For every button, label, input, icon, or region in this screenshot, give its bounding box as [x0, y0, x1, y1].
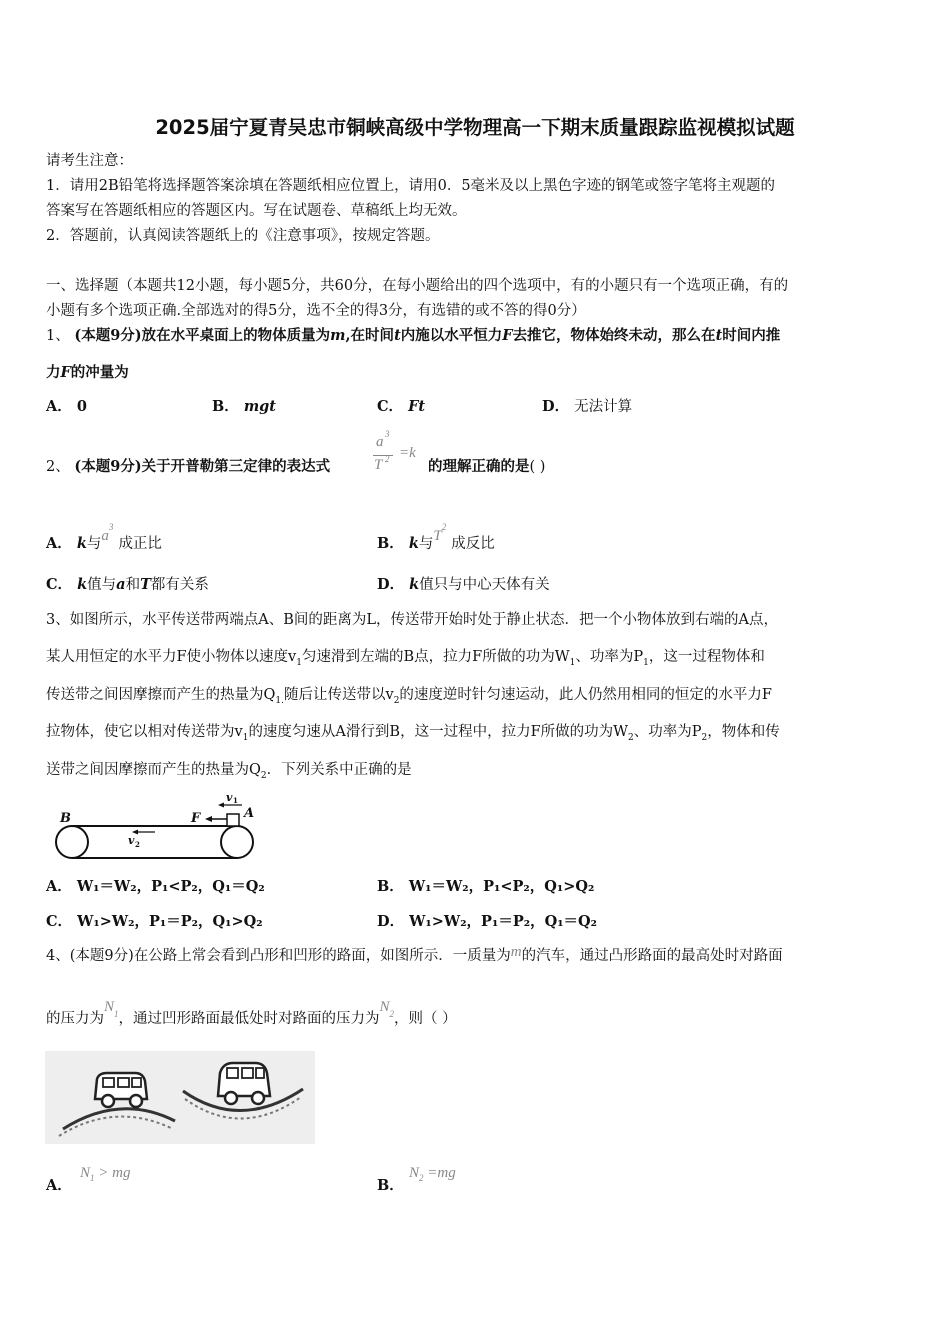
- q3-option-a[interactable]: [46, 877, 265, 897]
- q3-line-1: 3、如图所示，水平传送带两端点A、B间的距离为L，传送带开始时处于静止状态．把一个小物体放到右端的A点，: [46, 612, 778, 628]
- q1-option-a[interactable]: [46, 397, 87, 417]
- q1-option-c-label: C．: [377, 398, 404, 415]
- q3-line4a: 拉物体，使它以相对传送带为v: [46, 724, 243, 740]
- q2-option-d-label: D．: [377, 576, 405, 593]
- q1-num: 1、: [46, 328, 70, 344]
- q1-mid1: ,在时间: [345, 327, 395, 344]
- q3-line4-sub3: 2: [701, 732, 708, 743]
- label-a: A: [244, 806, 255, 821]
- formula-num-exp: 3: [385, 429, 390, 439]
- q2-option-d[interactable]: [377, 575, 550, 595]
- q3-line4d: ，物体和传: [707, 724, 780, 740]
- q2-option-c-a: a: [116, 576, 126, 593]
- q3-line5a: 送带之间因摩擦而产生的热量为Q: [46, 762, 261, 778]
- q2-answer-paren: ( ): [529, 459, 546, 475]
- q2-option-b-text: 成反比: [451, 535, 495, 552]
- q2-num: 2、: [46, 459, 70, 475]
- q3-line3-sub2: 2: [393, 695, 400, 706]
- q2-suffix: [428, 457, 545, 477]
- q3-option-a-text: W₁＝W₂，P₁<P₂，Q₁＝Q₂: [76, 878, 265, 895]
- q3-line-2: [46, 647, 765, 673]
- q4-option-b-rel: =mg: [423, 1165, 456, 1181]
- q2-option-a-exp: 3: [108, 522, 114, 532]
- q2-option-c-end: 都有关系: [150, 577, 209, 593]
- label-b: B: [60, 811, 71, 826]
- q3-line2b: 匀速滑到左端的B点，拉力F所做的功为W: [302, 649, 570, 665]
- q4-n1: N: [104, 999, 115, 1015]
- q4-line-2: [46, 999, 457, 1034]
- q2-option-c-a1: 值与: [87, 577, 117, 593]
- q3-option-b[interactable]: [377, 877, 594, 897]
- q1-end: 时间内推: [722, 327, 781, 344]
- q2-option-c[interactable]: [46, 575, 209, 595]
- q3-line3-sub: 1.: [275, 695, 284, 706]
- q4-option-a-sub: 1: [90, 1173, 95, 1183]
- q4-n1-sub: 1: [114, 1008, 119, 1019]
- q1-option-b-label: B．: [212, 398, 239, 415]
- q1-option-d-label: D．: [542, 398, 570, 415]
- q4-option-a-n: N: [80, 1165, 91, 1181]
- notice-heading: 请考生注意：: [46, 153, 133, 169]
- q3-line2d: ，这一过程物体和: [648, 649, 765, 665]
- notice-line-2: 2．答题前，认真阅读答题纸上的《注意事项》，按规定答题。: [46, 228, 440, 244]
- q3-option-d-text: W₁>W₂，P₁＝P₂，Q₁＝Q₂: [409, 913, 598, 930]
- q1-m: m: [330, 327, 346, 344]
- q2-option-a-sym: a: [101, 527, 109, 544]
- label-f: F: [191, 811, 201, 826]
- q1-F2: F: [60, 364, 71, 381]
- q4-option-b-formula[interactable]: [409, 1163, 456, 1188]
- q3-line4-sub2: 2: [628, 732, 634, 743]
- label-v1-sub: 1: [233, 796, 238, 805]
- q2-line-1: [46, 457, 330, 477]
- q1-t: t: [394, 327, 401, 344]
- q2-option-b-label: B．: [377, 534, 404, 552]
- q4-line2c: ，则（ ）: [394, 1011, 457, 1027]
- q2-prefix: (本题9分)关于开普勒第三定律的表达式: [74, 458, 331, 475]
- label-v2: v: [128, 834, 135, 847]
- q1-option-c[interactable]: [377, 397, 425, 417]
- q3-line4b: 的速度匀速从A滑行到B，这一过程中，拉力F所做的功为W: [248, 724, 629, 740]
- q1-line2a: 力: [46, 364, 61, 381]
- q2-option-c-and: 和: [125, 577, 141, 593]
- q4-line1b: 的汽车，通过凸形路面的最高处时对路面: [521, 948, 783, 964]
- q3-option-c-text: W₁>W₂，P₁＝P₂，Q₁>Q₂: [77, 913, 263, 930]
- left-pulley: [56, 826, 88, 858]
- q1-line-1: [46, 326, 780, 346]
- q1-option-a-label: A．: [46, 398, 72, 415]
- q4-option-b-label: B．: [377, 1177, 404, 1194]
- q4-option-b-n: N: [409, 1165, 420, 1181]
- q4-line2a: 的压力为: [46, 1011, 104, 1027]
- q2-option-a-k: k: [76, 534, 87, 552]
- q2-option-b-exp: 2: [441, 522, 447, 532]
- q4-option-a-label: A．: [46, 1177, 72, 1194]
- q3-option-d-label: D．: [377, 913, 405, 930]
- q1-t2: t: [715, 327, 723, 344]
- formula-den: T: [374, 457, 383, 473]
- q3-line3c: 的速度逆时针匀速运动，此人仍然用相同的恒定的水平力F: [399, 687, 772, 703]
- q3-line5b: ．下列关系中正确的是: [266, 762, 412, 778]
- q2-option-b-with: 与: [418, 535, 434, 552]
- q1-line2b: 的冲量为: [70, 364, 129, 381]
- q3-option-b-label: B．: [377, 878, 404, 895]
- q3-line2c: 、功率为P: [575, 649, 644, 665]
- q1-option-b[interactable]: [212, 397, 276, 417]
- q1-option-c-text: Ft: [408, 398, 426, 415]
- force-arrow-head: [205, 816, 212, 822]
- q4-line-1: [46, 946, 783, 966]
- q2-option-a-with: 与: [86, 535, 102, 552]
- q4-line1a: 4、(本题9分)在公路上常会看到凸形和凹形的路面，如图所示．一质量为: [46, 948, 511, 964]
- page-title: 2025届宁夏青吴忠市铜峡高级中学物理高一下期末质量跟踪监视模拟试题: [155, 116, 795, 139]
- q3-line2-sub: 1: [296, 657, 302, 668]
- q4-option-b[interactable]: [377, 1176, 404, 1196]
- q1-mid3: 去推它，物体始终未动，那么在: [512, 327, 716, 344]
- label-v2-sub: 2: [135, 840, 140, 849]
- q3-line4c: 、功率为P: [633, 724, 702, 740]
- q1-mid2: 内施以水平恒力: [400, 327, 503, 344]
- notice-line-1b: 答案写在答题纸相应的答题区内。写在试题卷、草稿纸上均无效。: [46, 203, 467, 219]
- road-cars-figure: [45, 1051, 315, 1144]
- q3-line2-sub3: 1: [643, 657, 649, 668]
- right-pulley: [221, 826, 253, 858]
- q3-line3a: 传送带之间因摩擦而产生的热量为Q: [46, 687, 276, 703]
- q3-line-3: [46, 685, 772, 711]
- notice-line-1a: 1．请用2B铅笔将选择题答案涂填在答题纸相应位置上，请用0．5毫米及以上黑色字迹的钢笔或签字笔将主观题的: [46, 178, 776, 194]
- formula-num: a: [376, 434, 384, 450]
- q3-line-5: [46, 760, 412, 786]
- q3-option-c[interactable]: [46, 912, 263, 932]
- q4-n2-sub: 2: [389, 1008, 395, 1019]
- q2-option-c-label: C．: [46, 576, 73, 593]
- kepler-formula: [371, 429, 431, 480]
- q1-option-d[interactable]: [542, 397, 632, 417]
- q2-option-b[interactable]: [377, 522, 495, 554]
- section-line-2: 小题有多个选项正确.全部选对的得5分，选不全的得3分，有选错的或不答的得0分）: [46, 303, 586, 319]
- q3-option-c-label: C．: [46, 913, 73, 930]
- q1-prefix: (本题9分)放在水平桌面上的物体质量为: [74, 327, 331, 344]
- q2-suffix-text: 的理解正确的是: [428, 458, 530, 475]
- q2-option-d-text: 值只与中心天体有关: [419, 577, 550, 593]
- q2-option-c-T: T: [140, 576, 151, 593]
- q4-option-b-sub: 2: [419, 1173, 424, 1183]
- formula-rhs: =k: [399, 445, 416, 461]
- q4-n2: N: [379, 999, 390, 1015]
- q3-option-a-label: A．: [46, 878, 72, 895]
- block: [227, 814, 239, 826]
- q4-option-a-rel: > mg: [94, 1165, 131, 1181]
- figure-background: [45, 1051, 315, 1144]
- q2-option-b-k: k: [408, 534, 419, 552]
- label-v1: v: [226, 791, 233, 804]
- conveyor-belt-figure: [50, 790, 265, 862]
- q2-option-a[interactable]: [46, 522, 162, 554]
- q3-option-d[interactable]: [377, 912, 597, 932]
- q1-F: F: [502, 327, 513, 344]
- formula-den-exp: 2: [385, 454, 390, 464]
- q4-option-a-formula[interactable]: [80, 1163, 130, 1188]
- q1-option-a-text: 0: [76, 398, 87, 415]
- section-line-1: 一、选择题（本题共12小题，每小题5分，共60分，在每小题给出的四个选项中，有的小题只有一个选项正确，有的: [46, 278, 789, 294]
- q3-line5-sub: 2: [260, 770, 267, 781]
- q1-line-2: [46, 363, 129, 383]
- q1-option-b-text: mgt: [243, 398, 277, 415]
- q4-m: m: [510, 944, 522, 960]
- q4-line2b: ，通过凹形路面最低处时对路面的压力为: [118, 1011, 380, 1027]
- q2-option-a-text: 成正比: [118, 535, 162, 552]
- q3-line3b: 随后让传送带以v: [283, 687, 394, 703]
- q1-option-d-text: 无法计算: [574, 399, 633, 415]
- q3-line-4: [46, 722, 780, 748]
- q2-option-c-k: k: [77, 576, 88, 593]
- q3-line2-sub2: 1: [569, 657, 576, 668]
- q3-option-b-text: W₁＝W₂，P₁<P₂，Q₁>Q₂: [408, 878, 595, 895]
- q2-option-b-sym: T: [433, 527, 442, 544]
- fraction-bar: [373, 455, 393, 456]
- q2-option-a-label: A．: [46, 534, 72, 552]
- q3-line2a: 某人用恒定的水平力F使小物体以速度v: [46, 649, 297, 665]
- q2-option-d-k: k: [409, 576, 420, 593]
- q3-line4-sub: 1: [242, 732, 249, 743]
- q4-option-a[interactable]: [46, 1176, 72, 1196]
- v1-arrow-head: [218, 803, 224, 808]
